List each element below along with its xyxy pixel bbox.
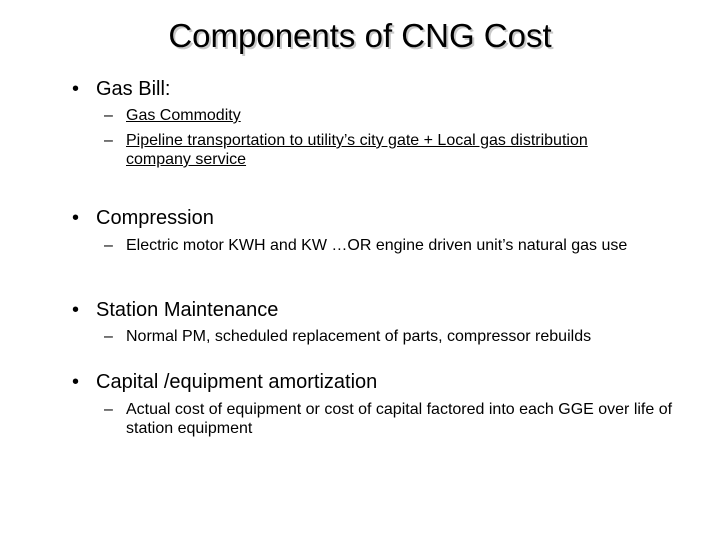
bullet-capital-amortization	[72, 370, 377, 394]
dash-icon: –	[104, 237, 113, 254]
slide-title: Components of CNG Cost	[168, 17, 552, 54]
sub-item-pipeline-transport[interactable]	[104, 131, 596, 169]
sub-item-gas-commodity[interactable]	[104, 106, 686, 125]
bullet-label: Station Maintenance	[96, 299, 279, 321]
bullet-icon: •	[72, 371, 80, 393]
bullet-compression	[72, 206, 214, 230]
bullet-icon: •	[72, 78, 80, 100]
sub-item-actual-cost	[104, 400, 676, 438]
sub-item-normal-pm	[104, 327, 706, 346]
sub-item-electric-motor	[104, 236, 686, 255]
dash-icon: –	[104, 107, 113, 124]
sub-item-text: Actual cost of equipment or cost of capital factored into each GGE over life of station equipment	[126, 401, 673, 437]
bullet-station-maintenance	[72, 298, 278, 322]
bullet-label: Capital /equipment amortization	[96, 371, 378, 393]
bullet-icon: •	[72, 299, 80, 321]
sub-item-text: Normal PM, scheduled replacement of parts, compressor rebuilds	[126, 328, 592, 345]
sub-item-text[interactable]: Gas Commodity	[126, 107, 241, 124]
bullet-gas-bill	[72, 77, 170, 101]
dash-icon: –	[104, 132, 113, 149]
dash-icon: –	[104, 401, 113, 418]
bullet-icon: •	[72, 207, 80, 229]
sub-item-text: Electric motor KWH and KW …OR engine driven unit’s natural gas use	[126, 237, 628, 254]
sub-item-text[interactable]: Pipeline transportation to utility’s city gate + Local gas distribution company service	[126, 132, 588, 168]
dash-icon: –	[104, 328, 113, 345]
bullet-label: Compression	[96, 207, 214, 229]
bullet-label: Gas Bill:	[96, 78, 171, 100]
